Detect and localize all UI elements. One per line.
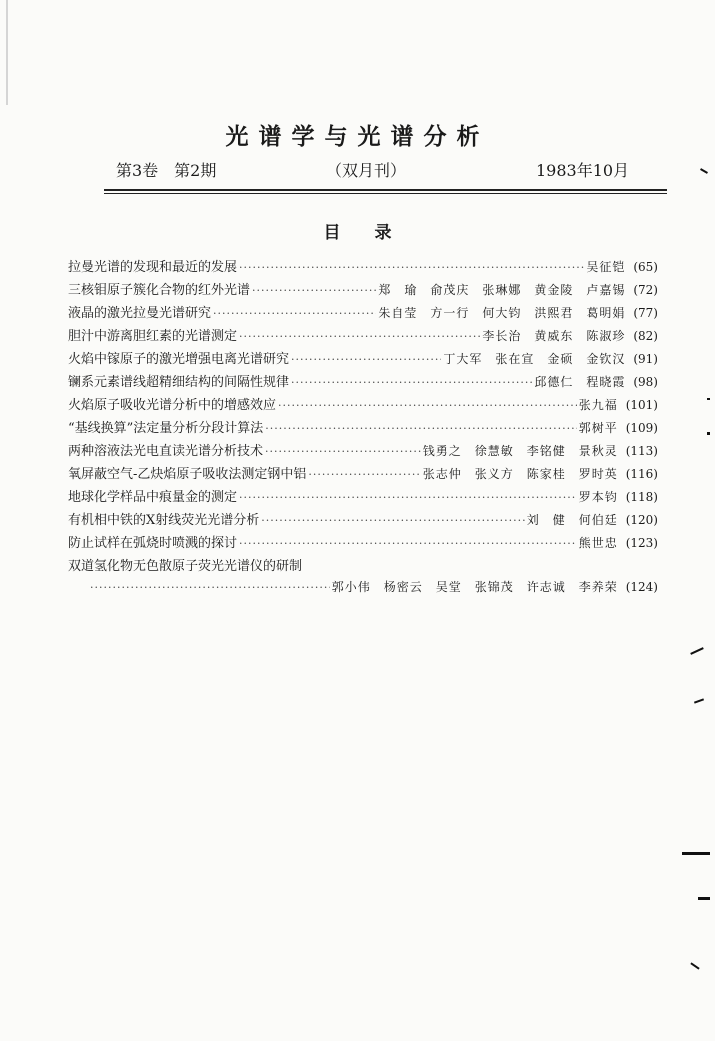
toc-entry-continuation: [68, 578, 658, 601]
toc-entry[interactable]: [68, 463, 658, 486]
toc-page: (118): [625, 490, 658, 504]
leader-dots: [291, 376, 532, 389]
toc-page: (116): [625, 467, 658, 481]
scan-mark: [700, 168, 708, 174]
toc-page: (72): [633, 283, 658, 297]
toc-title: 两种溶液法光电直读光谱分析技术: [68, 444, 264, 459]
toc-title: 镧系元素谱线超精细结构的间隔性规律: [68, 375, 290, 390]
toc-authors: 郭树平: [578, 421, 618, 435]
toc-authors: 张志仲 张义方 陈家桂 罗时英: [422, 467, 618, 481]
toc-entry[interactable]: [68, 279, 658, 302]
leader-dots: [239, 537, 577, 550]
toc-title: 防止试样在弧烧时喷溅的探讨: [68, 536, 238, 551]
toc-title: 有机相中铁的X射线荧光光谱分析: [68, 513, 260, 528]
toc-page: (113): [625, 444, 658, 458]
toc-heading: 目录: [323, 223, 426, 243]
toc-entry[interactable]: [68, 325, 658, 348]
toc-authors: 张九福: [578, 398, 618, 412]
toc-authors: 朱自莹 方一行 何大钧 洪熙君 葛明娟: [378, 306, 626, 320]
table-of-contents: [68, 256, 658, 601]
toc-title: 火焰中镓原子的激光增强电离光谱研究: [68, 352, 290, 367]
toc-title: 地球化学样品中痕量金的测定: [68, 490, 238, 505]
leader-dots: [278, 399, 577, 412]
scan-mark: [690, 647, 704, 655]
leader-dots: [252, 284, 376, 297]
toc-page: (65): [633, 260, 658, 274]
toc-authors: 郭小伟 杨密云 吴堂 张锦茂 许志诚 李养荣: [331, 580, 618, 594]
toc-page: (124): [625, 580, 658, 594]
toc-page: (82): [633, 329, 658, 343]
issue-date: 1983年10月: [536, 161, 630, 180]
toc-title: 拉曼光谱的发现和最近的发展: [68, 260, 238, 275]
toc-title: 氧屏蔽空气-乙炔焰原子吸收法测定钢中铝: [68, 467, 307, 482]
leader-dots: [261, 514, 524, 527]
leader-dots: [239, 330, 480, 343]
toc-page: (77): [633, 306, 658, 320]
scan-mark: [707, 432, 710, 435]
toc-authors: 邱德仁 程晓霞: [534, 375, 626, 389]
leader-dots: [239, 261, 584, 274]
leader-dots: [239, 491, 577, 504]
scan-mark: [694, 698, 704, 703]
toc-title: 三核钼原子簇化合物的红外光谱: [68, 283, 251, 298]
toc-entry[interactable]: [68, 371, 658, 394]
leader-dots: [213, 307, 376, 320]
leader-dots: [265, 422, 576, 435]
scan-mark: [707, 398, 710, 400]
toc-title: 火焰原子吸收光谱分析中的增感效应: [68, 398, 277, 413]
toc-authors: 刘 健 何伯廷: [526, 513, 618, 527]
issue-line: [116, 158, 636, 182]
toc-page: (91): [633, 352, 658, 366]
toc-entry[interactable]: [68, 555, 658, 578]
toc-page: (120): [625, 513, 658, 527]
toc-title: 双道氢化物无色散原子荧光光谱仪的研制: [68, 559, 303, 574]
leader-dots: [265, 445, 421, 458]
toc-page: (123): [625, 536, 658, 550]
toc-entry[interactable]: [68, 348, 658, 371]
scan-mark: [682, 852, 710, 855]
toc-authors: 郑 瑜 俞茂庆 张琳娜 黄金陵 卢嘉锡: [378, 283, 626, 297]
toc-entry[interactable]: [68, 440, 658, 463]
binding-shadow: [6, 0, 8, 105]
toc-entry[interactable]: [68, 509, 658, 532]
toc-entry[interactable]: [68, 486, 658, 509]
volume-issue: 第3卷 第2期: [116, 161, 217, 180]
leader-dots: [90, 581, 330, 594]
scan-mark: [690, 962, 699, 969]
toc-title: “基线换算”法定量分析分段计算法: [68, 421, 264, 436]
toc-entry[interactable]: [68, 256, 658, 279]
toc-authors: 熊世忠: [578, 536, 618, 550]
toc-entry[interactable]: [68, 532, 658, 555]
toc-title: 胆汁中游离胆红素的光谱测定: [68, 329, 238, 344]
toc-page: (109): [625, 421, 658, 435]
header-rule: [104, 189, 667, 191]
scan-mark: [698, 897, 710, 900]
toc-title: 液晶的激光拉曼光谱研究: [68, 306, 212, 321]
toc-authors: 钱勇之 徐慧敏 李铭健 景秋灵: [422, 444, 618, 458]
header-rule-thin: [104, 193, 667, 194]
toc-page: (98): [633, 375, 658, 389]
toc-entry[interactable]: [68, 417, 658, 440]
toc-entry[interactable]: [68, 394, 658, 417]
toc-entry[interactable]: [68, 302, 658, 325]
toc-authors: 李长治 黄威东 陈淑珍: [482, 329, 626, 343]
journal-title: 光谱学与光谱分析: [225, 124, 490, 150]
toc-page: (101): [625, 398, 658, 412]
toc-authors: 丁大军 张在宣 金硕 金钦汉: [443, 352, 626, 366]
toc-authors: 罗本钧: [578, 490, 618, 504]
leader-dots: [308, 468, 420, 481]
toc-authors: 吴征铠: [586, 260, 626, 274]
frequency: （双月刊）: [326, 161, 407, 180]
leader-dots: [291, 353, 441, 366]
